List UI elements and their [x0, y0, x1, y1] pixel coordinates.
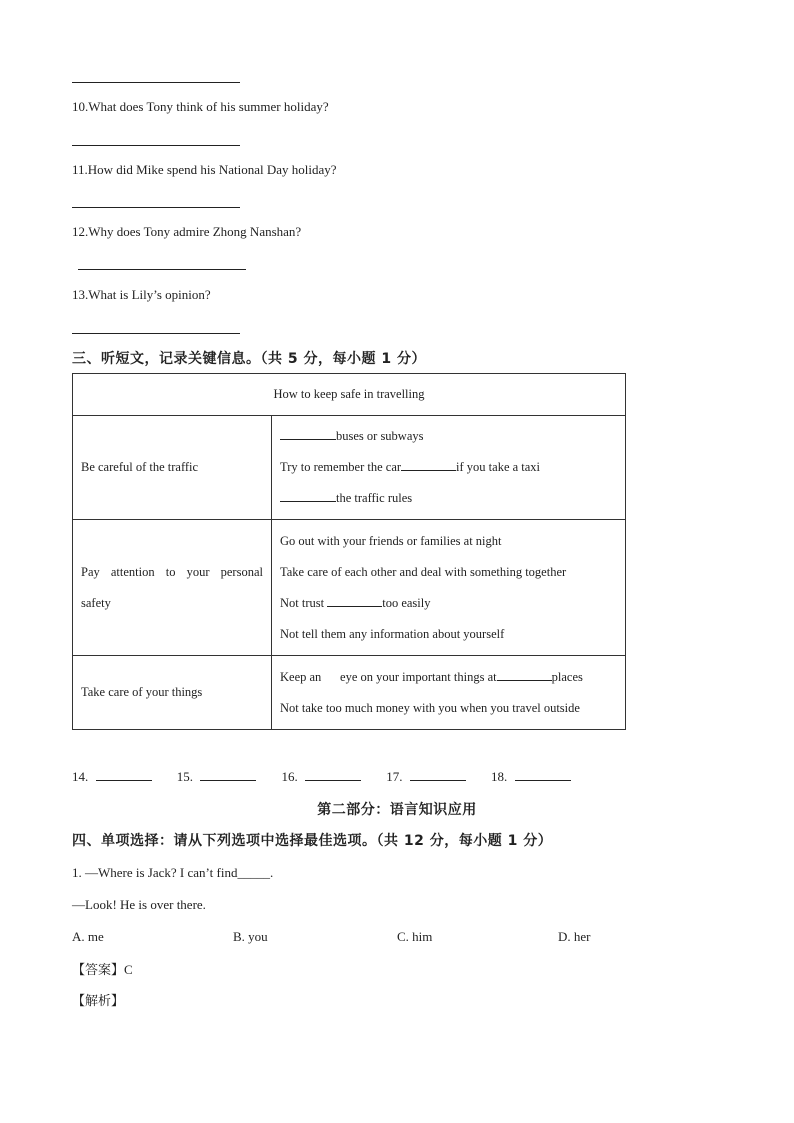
- answer-tag: 【答案】: [72, 963, 125, 978]
- tip-line: Not tell them any information about yourself: [280, 626, 505, 641]
- blank-label-16: 16.: [281, 769, 298, 784]
- option-c[interactable]: C. him: [397, 929, 433, 944]
- table-row-content: [272, 520, 626, 656]
- tip-line: [280, 483, 617, 514]
- question-11: 11.How did Mike spend his National Day holiday?: [72, 162, 337, 177]
- fill-blank[interactable]: [327, 594, 382, 607]
- blank-label-14: 14.: [72, 769, 89, 784]
- answer-line: [72, 959, 133, 978]
- option-a[interactable]: A. me: [72, 929, 104, 944]
- part-2-title: 第二部分：语言知识应用: [317, 802, 477, 818]
- fill-blank[interactable]: [497, 668, 552, 681]
- question-12: 12.Why does Tony admire Zhong Nanshan?: [72, 224, 302, 239]
- fill-blank[interactable]: [280, 427, 336, 440]
- tip-text: places: [551, 669, 583, 684]
- tip-line: [280, 452, 617, 483]
- tip-text: buses or subways: [336, 429, 424, 443]
- answer-line-13: [72, 333, 240, 334]
- table-row-label: Be careful of the traffic: [73, 416, 272, 520]
- tip-line: [280, 662, 617, 693]
- fill-blank[interactable]: [401, 458, 456, 471]
- answer-value: C: [124, 962, 133, 977]
- tip-text: too easily: [382, 595, 431, 610]
- safety-tips-table: [72, 373, 626, 730]
- answer-blank-18[interactable]: [515, 768, 571, 781]
- fill-blank[interactable]: [280, 489, 336, 502]
- answer-line-12: [78, 269, 246, 270]
- answer-blank-16[interactable]: [305, 768, 361, 781]
- blank-label-15: 15.: [176, 769, 193, 784]
- answer-line: [72, 82, 240, 83]
- answer-line-10: [72, 145, 240, 146]
- section-4-heading: 四、单项选择：请从下列选项中选择最佳选项。（共 12 分，每小题 1 分）: [72, 833, 553, 849]
- analysis-line: [72, 990, 124, 1009]
- blank-label-17: 17.: [386, 769, 403, 784]
- analysis-tag: 【解析】: [72, 994, 125, 1009]
- tip-text: the traffic rules: [336, 491, 413, 505]
- tip-text: if you take a taxi: [456, 460, 541, 474]
- answer-blank-15[interactable]: [200, 768, 256, 781]
- option-b[interactable]: B. you: [233, 929, 268, 944]
- tip-text: Try to remember the car: [280, 460, 402, 474]
- blank-label-18: 18.: [491, 769, 508, 784]
- answer-blank-14[interactable]: [96, 768, 152, 781]
- table-row-content: [272, 656, 626, 730]
- tip-line: Go out with your friends or families at night: [280, 533, 502, 548]
- option-d[interactable]: D. her: [558, 929, 591, 944]
- question-1-stem: 1. —Where is Jack? I can’t find_____.: [72, 865, 274, 880]
- tip-line: [280, 421, 617, 452]
- tip-line: Not take too much money with you when you travel outside: [280, 700, 580, 715]
- table-row-label: Take care of your things: [73, 656, 272, 730]
- question-1-reply: —Look! He is over there.: [72, 897, 206, 912]
- table-row-content: [272, 416, 626, 520]
- answer-line-11: [72, 207, 240, 208]
- tip-line: [280, 588, 617, 619]
- tip-text: Keep an eye on your important things at: [280, 669, 497, 684]
- table-title: How to keep safe in travelling: [73, 374, 626, 416]
- section-3-heading: 三、听短文，记录关键信息。（共 5 分，每小题 1 分）: [72, 351, 426, 367]
- answer-blank-17[interactable]: [410, 768, 466, 781]
- tip-text: Not trust: [280, 595, 328, 610]
- table-row-label: [73, 520, 272, 656]
- question-13: 13.What is Lily’s opinion?: [72, 287, 211, 302]
- question-10: 10.What does Tony think of his summer holiday?: [72, 99, 329, 114]
- answer-blanks-row: [72, 768, 571, 785]
- row-label-text: Pay attention to your personal safety: [81, 564, 263, 610]
- tip-line: Take care of each other and deal with something together: [280, 564, 567, 579]
